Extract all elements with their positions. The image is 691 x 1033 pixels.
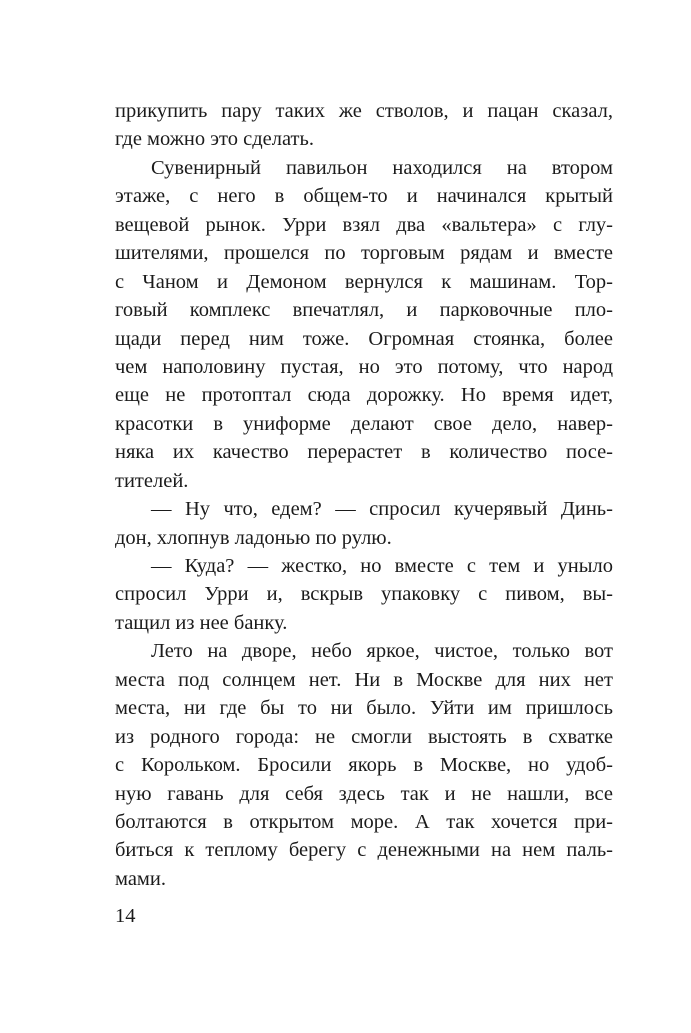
text-line: мами. <box>115 867 166 890</box>
text-line: из родного города: не смогли выстоять в схватке <box>115 725 613 748</box>
text-line: еще не протоптал сюда дорожку. Но время идет, <box>115 384 613 407</box>
text-line: где можно это сделать. <box>115 128 314 151</box>
text-line: Сувенирный павильон находился на втором <box>151 156 613 179</box>
body-text <box>115 97 613 893</box>
text-line: чем наполовину пустая, но это потому, что народ <box>115 355 613 378</box>
text-line: — Ну что, едем? — спросил кучерявый Динь- <box>151 498 613 521</box>
text-line: — Куда? — жестко, но вместе с тем и уныло <box>151 555 613 577</box>
text-line: дон, хлопнув ладонью по рулю. <box>115 526 392 549</box>
text-line: спросил Урри и, вскрыв упаковку с пивом, вы- <box>115 583 613 606</box>
text-line: красотки в униформе делают свое дело, навер- <box>115 412 613 435</box>
text-line: ную гавань для себя здесь так и не нашли, все <box>115 782 613 805</box>
text-line: няка их качество перерастет в количество посе- <box>115 441 613 464</box>
text-line: с Корольком. Бросили якорь в Москве, но удоб- <box>115 754 613 777</box>
text-line: тащил из нее банку. <box>115 611 288 634</box>
text-line: с Чаном и Демоном вернулся к машинам. Тор- <box>115 270 613 293</box>
text-line: тителей. <box>115 469 189 492</box>
text-line: места, ни где бы то ни было. Уйти им пришлось <box>115 697 613 720</box>
text-line: вещевой рынок. Урри взял два «вальтера» с глу- <box>115 213 613 236</box>
text-line: говый комплекс впечатлял, и парковочные пло- <box>115 299 613 322</box>
text-line: прикупить пару таких же стволов, и пацан сказал, <box>115 100 613 122</box>
text-line: места под солнцем нет. Ни в Москве для них нет <box>115 668 613 691</box>
text-line: биться к теплому берегу с денежными на нем паль- <box>115 839 613 862</box>
page-number: 14 <box>115 905 136 927</box>
text-line: шителями, прошелся по торговым рядам и вместе <box>115 242 613 265</box>
text-line: этаже, с него в общем-то и начинался крытый <box>115 185 613 208</box>
text-line: Лето на дворе, небо яркое, чистое, только вот <box>151 640 613 663</box>
text-line: болтаются в открытом море. А так хочется при- <box>115 810 613 833</box>
text-line: щади перед ним тоже. Огромная стоянка, более <box>115 327 613 350</box>
